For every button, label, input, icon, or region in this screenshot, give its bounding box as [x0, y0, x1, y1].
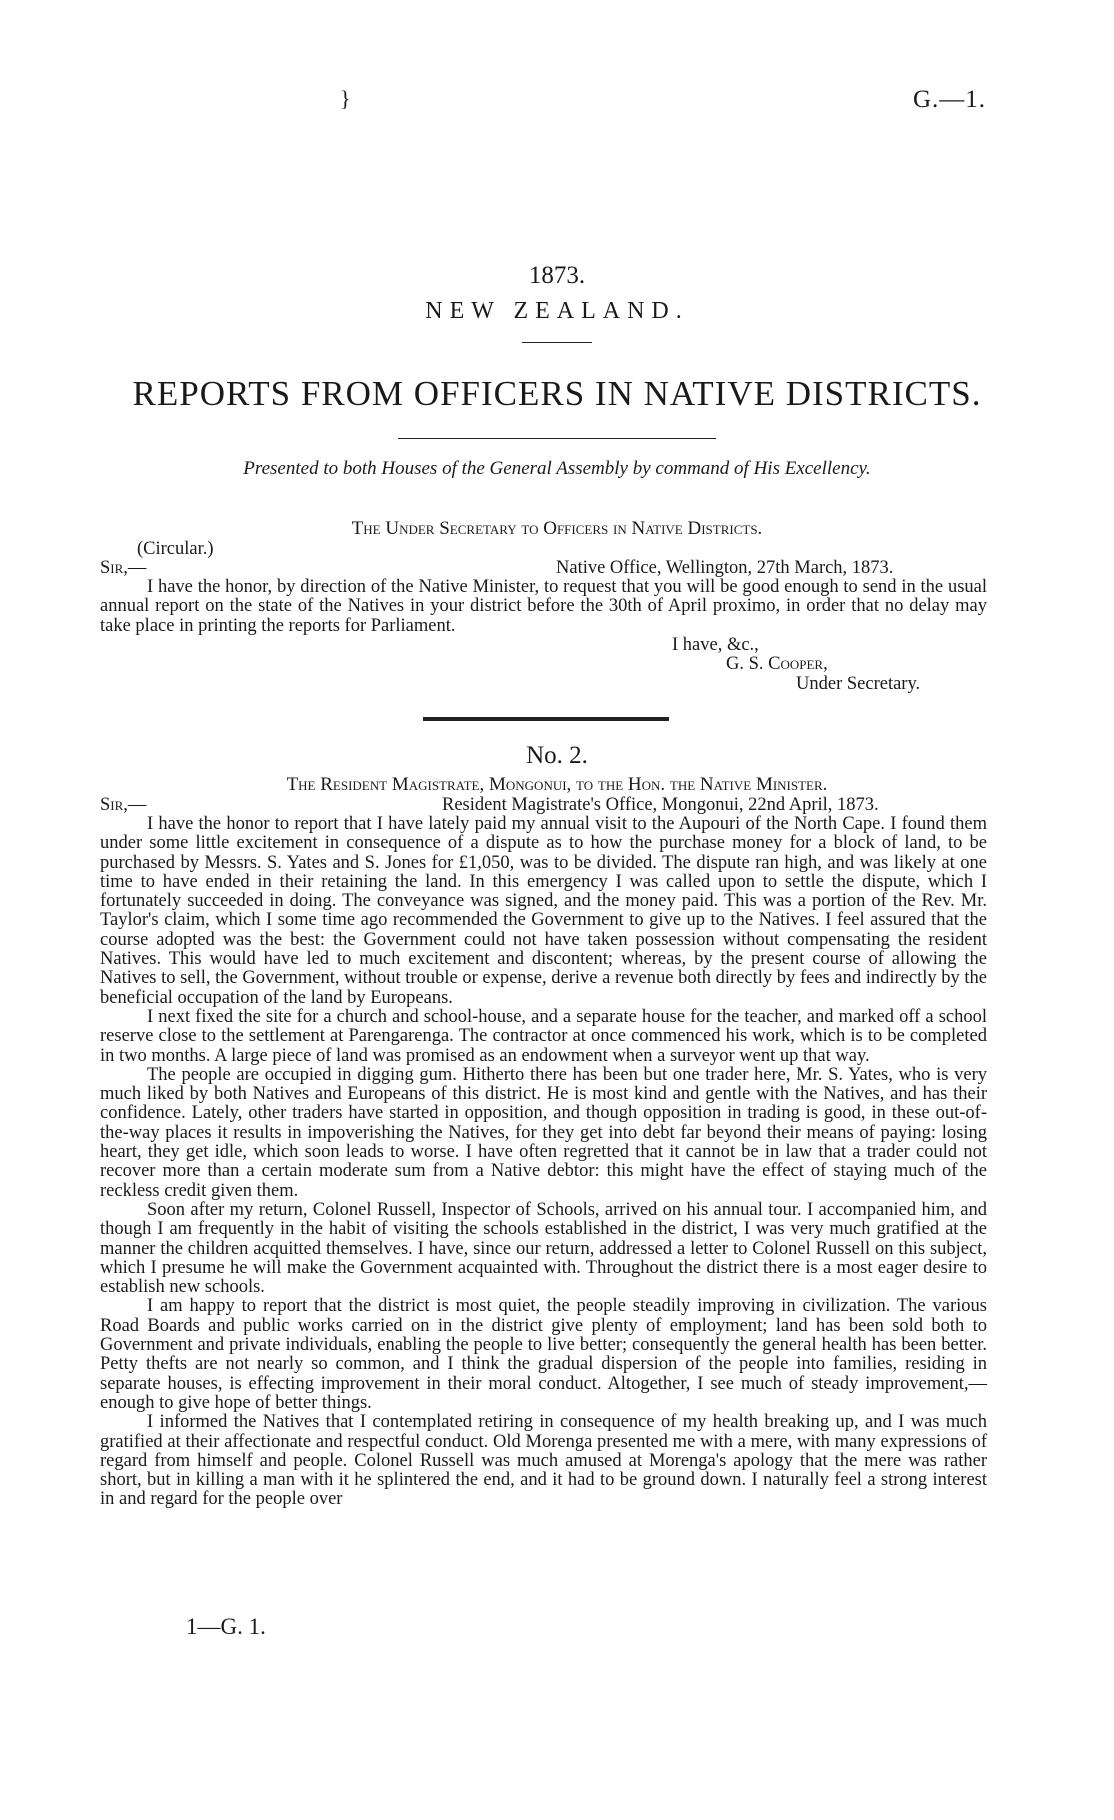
presented-line: Presented to both Houses of the General Assembly by command of His Excellency.	[243, 458, 871, 479]
report-paragraph: The people are occupied in digging gum. Hitherto there has been but one trader here, Mr. S. Yates, who is very much liked by both Natives and Europeans of this district. He is most kind and gentle with the Natives, and has their confidence. Lately, other traders have started in opposition, and though opposition in trading is good, in these out-of-the-way places it results in impoverishing the Natives, for they get into debt far beyond their means of paying: losing heart, they get idle, which soon leads to worse. I have often regretted that it cannot be in law that a trader could not recover more than a certain moderate sum from a Native debtor: this might have the effect of staying much of the reckless credit given them.	[100, 1064, 987, 1201]
circular-salutation: Sir,—	[100, 558, 147, 578]
circular-body-text: I have the honor, by direction of the Native Minister, to request that you will be good enough to send in the usual annual report on the state of the Natives in your district before the 30th of April proximo, in order that no delay may take place in printing the reports for Parliament.	[100, 577, 987, 636]
signature-mark: 1—G. 1.	[186, 1614, 266, 1639]
report-dateline: Resident Magistrate's Office, Mongonui, 22nd April, 1873.	[442, 795, 879, 815]
report-paragraph: I have the honor to report that I have lately paid my annual visit to the Aupouri of the North Cape. I found them under some little excitement in consequence of a dispute as to how the purchase money for a block of land, to be purchased by Messrs. S. Yates and S. Jones for £1,050, was to be divided. The dispute ran high, and was likely at one time to have ended in their retaining the land. In this emergency I was called upon to settle the dispute, which I fortunately succeeded in doing. The conveyance was signed, and the money paid. This was a portion of the Rev. Mr. Taylor's claim, which I some time ago recommended the Government to give up to the Natives. I feel assured that the course adopted was the best: the Government could not have taken possession without compensating the resident Natives. This would have led to much excitement and discontent; whereas, by the present course of allowing the Natives to sell, the Government, without trouble or expense, derive a revenue both directly by fees and indirectly by the beneficial occupation of the land by Europeans.	[100, 814, 987, 1008]
report-heading: The Resident Magistrate, Mongonui, to the Hon. the Native Minister.	[286, 774, 828, 795]
report-paragraph: Soon after my return, Colonel Russell, Inspector of Schools, arrived on his annual tour. I accompanied him, and though I am frequently in the habit of visiting the schools established in the district, I was very much gratified at the manner the children acquitted themselves. I have, since our return, addressed a letter to Colonel Russell on this subject, which I presume he will make the Government acquainted with. Throughout the district there is a most eager desire to establish new schools.	[100, 1199, 987, 1298]
paper-code: G.—1.	[912, 86, 986, 113]
title-divider	[398, 438, 716, 439]
circular-body	[100, 578, 987, 636]
report-paragraph: I am happy to report that the district is most quiet, the people steadily improving in civilization. The various Road Boards and public works carried on in the district give plenty of employment; land has been sold both to Government and private individuals, enabling the people to live better; consequently the general health has been better. Petty thefts are not nearly so common, and I think the gradual dispersion of the people into families, residing in separate houses, is effecting improvement in their moral conduct. Altogether, I see much of steady improvement,—enough to give hope of better things.	[100, 1296, 987, 1413]
section-divider	[423, 717, 669, 721]
document-title: REPORTS FROM OFFICERS IN NATIVE DISTRICTS.	[132, 374, 982, 413]
circular-label: (Circular.)	[137, 539, 214, 559]
margin-mark: }	[340, 86, 351, 111]
country-heading: NEW ZEALAND.	[425, 298, 689, 324]
circular-dateline: Native Office, Wellington, 27th March, 1873.	[556, 558, 894, 578]
circular-heading: The Under Secretary to Officers in Native Districts.	[351, 518, 763, 539]
report-salutation: Sir,—	[100, 795, 147, 815]
circular-closing: I have, &c.,	[672, 635, 759, 655]
circular-signature: G. S. Cooper,	[726, 654, 828, 674]
report-body	[100, 815, 987, 1510]
report-paragraph: I informed the Natives that I contemplated retiring in consequence of my health breaking up, and I was much gratified at their affectionate and respectful conduct. Old Morenga presented me with a mere, with many expressions of regard from himself and people. Colonel Russell was much amused at Morenga's apology that the mere was rather short, but in killing a man with it he splintered the end, and it had to be ground down. I naturally feel a strong interest in and regard for the people over	[100, 1412, 987, 1510]
circular-signature-title: Under Secretary.	[796, 674, 921, 694]
document-year: 1873.	[528, 262, 586, 289]
report-paragraph: I next fixed the site for a church and school-house, and a separate house for the teacher, and marked off a school reserve close to the settlement at Parengarenga. The contractor at once commenced his work, which is to be completed in two months. A large piece of land was promised as an endowment when a surveyor went up that way.	[100, 1006, 987, 1066]
short-divider	[522, 342, 592, 343]
report-number: No. 2.	[526, 742, 588, 769]
